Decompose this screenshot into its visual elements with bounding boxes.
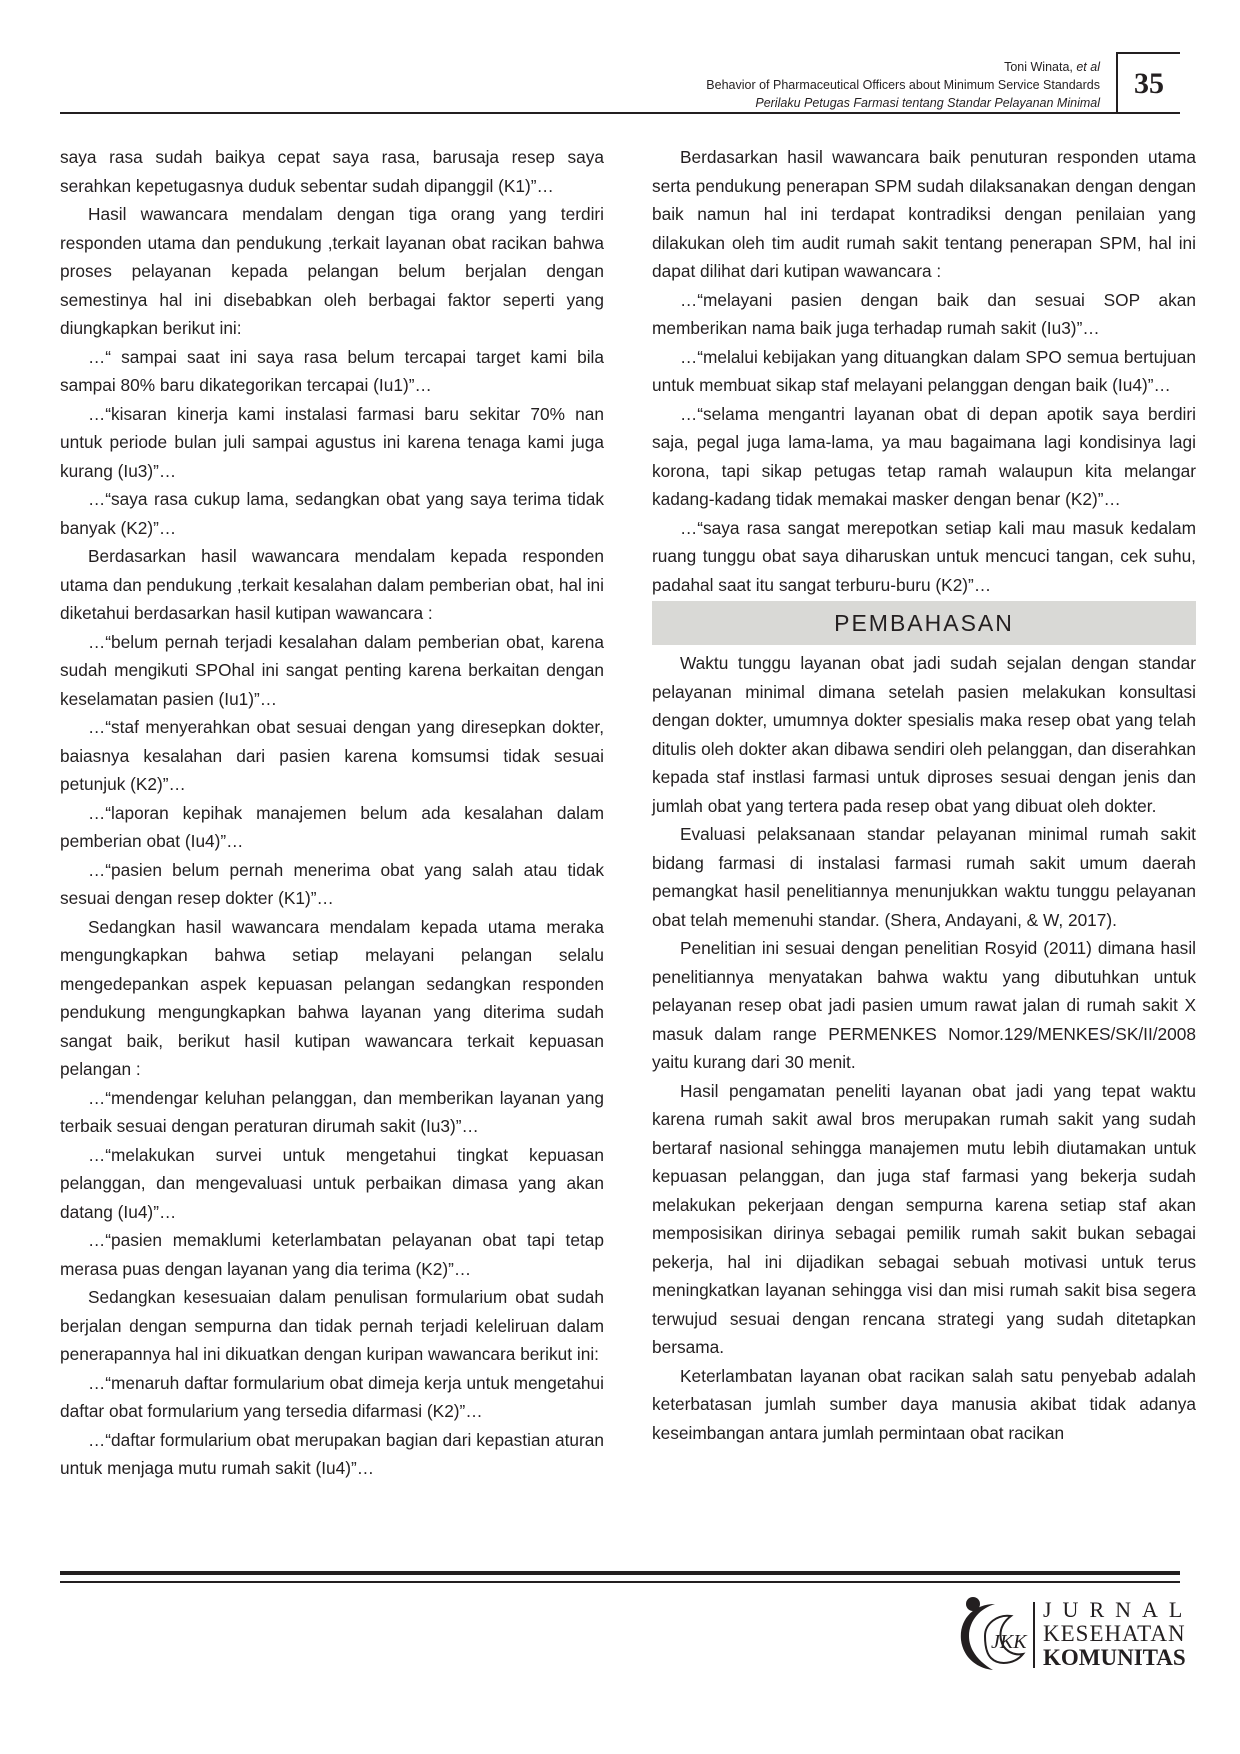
quote-paragraph: …“kisaran kinerja kami instalasi farmasi baru sekitar 70% nan untuk periode bulan juli sampai agustus ini karena tenaga kami juga kurang (Iu3)”… bbox=[60, 403, 604, 481]
quote-paragraph: …“pasien belum pernah menerima obat yang salah atau tidak sesuai dengan resep dokter (K1)”… bbox=[60, 859, 604, 908]
quote-paragraph: …“saya rasa sangat merepotkan setiap kali mau masuk kedalam ruang tunggu obat saya diharuskan untuk mencuci tangan, cek suhu, padahal saat itu sangat terburu-buru (K2)”… bbox=[652, 517, 1196, 595]
quote-paragraph: …“melayani pasien dengan baik dan sesuai SOP akan memberikan nama baik juga terhadap rumah sakit (Iu3)”… bbox=[652, 289, 1196, 338]
header-rule bbox=[60, 112, 1180, 114]
paragraph: Evaluasi pelaksanaan standar pelayanan minimal rumah sakit bidang farmasi di instalasi farmasi rumah sakit umum daerah pemangkat hasil penelitiannya menunjukkan waktu tunggu pelayanan obat telah memenuhi standar. (Shera, Andayani, & W, 2017). bbox=[652, 824, 1196, 930]
quote-paragraph: …“saya rasa cukup lama, sedangkan obat yang saya terima tidak banyak (K2)”… bbox=[60, 489, 604, 538]
footer-rule bbox=[60, 1571, 1180, 1575]
paragraph: Hasil wawancara mendalam dengan tiga orang yang terdiri responden utama dan pendukung ,terkait layanan obat racikan bahwa proses pelayanan kepada pelangan belum berjalan dengan semestinya hal ini disebabkan oleh berbagai faktor seperti yang diungkapkan berikut ini: bbox=[60, 204, 604, 338]
right-column bbox=[652, 143, 1196, 1447]
paragraph: Hasil pengamatan peneliti layanan obat jadi yang tepat waktu karena rumah sakit awal bros merupakan rumah sakit yang sudah bertaraf nasional sehingga manajemen mutu lebih diutamakan untuk kepuasan pelanggan, dan juga staf farmasi yang bekerja sudah melakukan pekerjaan dengan sempurna karena setiap staf akan memposisikan dirinya sebagai pemilik rumah sakit bukan sebagai pekerja, hal ini dijadikan sebagai sebuah motivasi untuk terus meningkatkan layanan sehingga visi dan misi rumah sakit bisa segera terwujud sesuai dengan rencana strategi yang sudah ditetapkan bersama. bbox=[652, 1080, 1196, 1357]
logo-line-1: JURNAL bbox=[1043, 1597, 1194, 1622]
quote-paragraph: …“menaruh daftar formularium obat dimeja kerja untuk mengetahui daftar obat formularium yang tersedia difarmasi (K2)”… bbox=[60, 1372, 604, 1421]
quote-paragraph: …“daftar formularium obat merupakan bagian dari kepastian aturan untuk menjaga mutu rumah sakit (Iu4)”… bbox=[60, 1429, 604, 1478]
paragraph: saya rasa sudah baikya cepat saya rasa, barusaja resep saya serahkan kepetugasnya duduk sebentar sudah dipanggil (K1)”… bbox=[60, 147, 604, 196]
quote-paragraph: …“melalui kebijakan yang dituangkan dalam SPO semua bertujuan untuk membuat sikap staf melayani pelanggan dengan baik (Iu4)”… bbox=[652, 346, 1196, 395]
article-title-en: Behavior of Pharmaceutical Officers about Minimum Service Standards bbox=[706, 78, 1100, 92]
quote-paragraph: …“mendengar keluhan pelanggan, dan memberikan layanan yang terbaik sesuai dengan peraturan dirumah sakit (Iu3)”… bbox=[60, 1087, 604, 1136]
logo-line-3: KOMUNITAS bbox=[1043, 1645, 1186, 1670]
quote-paragraph: …“ sampai saat ini saya rasa belum tercapai target kami bila sampai 80% baru dikategorikan tercapai (Iu1)”… bbox=[60, 346, 604, 395]
journal-logo-icon bbox=[955, 1596, 1030, 1672]
paragraph: Waktu tunggu layanan obat jadi sudah sejalan dengan standar pelayanan minimal dimana setelah pasien melakukan konsultasi dengan dokter, umumnya dokter spesialis maka resep obat yang telah ditulis oleh dokter akan dibawa sendiri oleh pelanggan, dan diserahkan kepada staf instlasi farmasi untuk diproses sesuai dengan jenis dan jumlah obat yang tertera pada resep obat yang dibuat oleh dokter. bbox=[652, 653, 1196, 816]
logo-divider bbox=[1033, 1602, 1035, 1668]
quote-paragraph: …“melakukan survei untuk mengetahui tingkat kepuasan pelanggan, dan mengevaluasi untuk perbaikan dimasa yang akan datang (Iu4)”… bbox=[60, 1144, 604, 1222]
quote-paragraph: …“laporan kepihak manajemen belum ada kesalahan dalam pemberian obat (Iu4)”… bbox=[60, 802, 604, 851]
quote-paragraph: …“staf menyerahkan obat sesuai dengan yang diresepkan dokter, baiasnya kesalahan dari pasien karena komsumsi tidak sesuai petunjuk (K2)”… bbox=[60, 717, 604, 794]
paragraph: Keterlambatan layanan obat racikan salah satu penyebab adalah keterbatasan jumlah sumber daya manusia akibat tidak adanya keseimbangan antara jumlah permintaan obat racikan bbox=[652, 1365, 1196, 1443]
paragraph: Sedangkan kesesuaian dalam penulisan formularium obat sudah berjalan dengan sempurna dan tidak pernah terjadi keleliruan dalam penerapannya hal ini dikuatkan dengan kuripan wawancara berikut ini: bbox=[60, 1287, 604, 1364]
quote-paragraph: …“pasien memaklumi keterlambatan pelayanan obat tapi tetap merasa puas dengan layanan yang dia terima (K2)”… bbox=[60, 1230, 604, 1279]
page-number: 35 bbox=[1116, 52, 1180, 114]
logo-line-2: KESEHATAN bbox=[1043, 1621, 1186, 1646]
author-etal: et al bbox=[1076, 60, 1100, 74]
page-header bbox=[60, 52, 1180, 114]
paragraph: Penelitian ini sesuai dengan penelitian Rosyid (2011) dimana hasil penelitiannya menyatakan bahwa waktu yang dibutuhkan untuk pelayanan resep obat jadi pasien umum rawat jalan di rumah sakit X masuk dalam range PERMENKES Nomor.129/MENKES/SK/II/2008 yaitu kurang dari 30 menit. bbox=[652, 938, 1196, 1072]
article-title-id: Perilaku Petugas Farmasi tentang Standar Pelayanan Minimal bbox=[755, 96, 1100, 110]
running-head bbox=[706, 58, 1100, 112]
journal-logo bbox=[955, 1596, 1194, 1676]
paragraph: Berdasarkan hasil wawancara mendalam kepada responden utama dan pendukung ,terkait kesalahan dalam pemberian obat, hal ini diketahui berdasarkan hasil kutipan wawancara : bbox=[60, 546, 604, 623]
logo-wordmark bbox=[1043, 1598, 1193, 1670]
section-heading: PEMBAHASAN bbox=[652, 601, 1196, 645]
author-name: Toni Winata, bbox=[1004, 60, 1077, 74]
quote-paragraph: …“belum pernah terjadi kesalahan dalam pemberian obat, karena sudah mengikuti SPOhal ini sangat penting karena berkaitan dengan keselamatan pasien (Iu1)”… bbox=[60, 631, 604, 709]
footer-rule-thin bbox=[60, 1581, 1180, 1583]
paragraph: Sedangkan hasil wawancara mendalam kepada utama meraka mengungkapkan bahwa setiap melayani pelangan selalu mengedepankan aspek kepuasan pelangan sedangkan responden pendukung mengungkapkan bahwa layanan yang diterima sudah sangat baik, berikut hasil kutipan wawancara terkait kepuasan pelangan : bbox=[60, 916, 604, 1079]
quote-paragraph: …“selama mengantri layanan obat di depan apotik saya berdiri saja, pegal juga lama-lama, ya mau bagaimana lagi kondisinya lagi korona, tapi sikap petugas tetap ramah walaupun kita melangar kadang-kadang tidak memakai masker dengan benar (K2)”… bbox=[652, 403, 1196, 509]
paragraph: Berdasarkan hasil wawancara baik penuturan responden utama serta pendukung penerapan SPM sudah dilaksanakan dengan dengan baik namun hal ini terdapat kontradiksi dengan penilaian yang dilakukan oleh tim audit rumah sakit tentang penerapan SPM, hal ini dapat dilihat dari kutipan wawancara : bbox=[652, 147, 1196, 281]
left-column bbox=[60, 143, 604, 1483]
logo-mark-text: JKK bbox=[991, 1631, 1027, 1653]
